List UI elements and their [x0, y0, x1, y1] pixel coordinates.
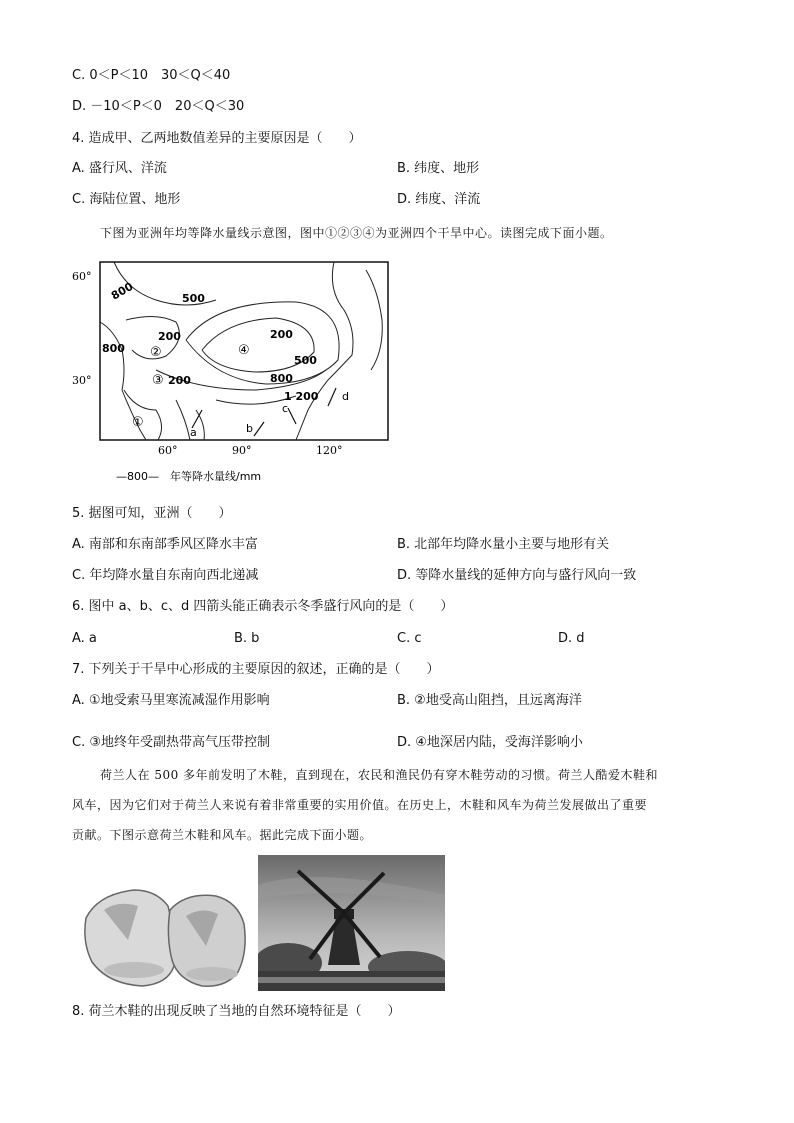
lon-60-label: 60°: [158, 444, 178, 457]
q6-option-a: A. a: [72, 631, 97, 646]
q7-stem: 7. 下列关于干旱中心形成的主要原因的叙述，正确的是（ ）: [72, 662, 440, 677]
q3-option-c: C. 0＜P＜10 30＜Q＜40: [72, 68, 231, 83]
q4-option-a: A. 盛行风、洋流: [72, 161, 167, 176]
iso-label-200a: 200: [158, 330, 181, 343]
q7-option-c: C. ③地终年受副热带高气压带控制: [72, 735, 270, 750]
q3-option-d: D. －10＜P＜0 20＜Q＜30: [72, 99, 245, 114]
drought-center-2: ②: [150, 345, 162, 360]
iso-label-800a: 800: [109, 279, 136, 303]
q6-option-d: D. d: [558, 631, 585, 646]
q4-stem: 4. 造成甲、乙两地数值差异的主要原因是（ ）: [72, 131, 362, 146]
drought-center-3: ③: [152, 373, 164, 388]
q5-option-d: D. 等降水量线的延伸方向与盛行风向一致: [397, 568, 637, 583]
dutch-clogs-image: [78, 866, 250, 990]
q6-option-b: B. b: [234, 631, 260, 646]
map-legend: —800— 年等降水量线/mm: [116, 470, 262, 483]
lon-120-label: 120°: [316, 444, 343, 457]
clogs-intro-line-1: 荷兰人在 500 多年前发明了木鞋，直到现在，农民和渔民仍有穿木鞋劳动的习惯。荷兰人酷爱木鞋和: [100, 768, 659, 782]
q5-stem: 5. 据图可知，亚洲（ ）: [72, 506, 232, 521]
windmill-image: [258, 855, 445, 991]
lat-30-label: 30°: [72, 374, 92, 387]
q5-option-c: C. 年均降水量自东南向西北递减: [72, 568, 259, 583]
map-intro: 下图为亚洲年均等降水量线示意图，图中①②③④为亚洲四个干旱中心。读图完成下面小题。: [100, 226, 613, 240]
clogs-intro-line-2: 风车，因为它们对于荷兰人来说有着非常重要的实用价值。在历史上，木鞋和风车为荷兰发展做出了重要: [72, 798, 648, 812]
clogs-intro-line-3: 贡献。下图示意荷兰木鞋和风车。据此完成下面小题。: [72, 828, 373, 842]
q6-stem: 6. 图中 a、b、c、d 四箭头能正确表示冬季盛行风向的是（ ）: [72, 599, 454, 614]
iso-label-200b: 200: [270, 328, 293, 341]
q7-option-a: A. ①地受索马里寒流减湿作用影响: [72, 693, 270, 708]
iso-label-1200: 1 200: [284, 390, 319, 403]
arrow-a-label: a: [190, 426, 197, 439]
arrow-d-label: d: [342, 390, 349, 403]
iso-label-500a: 500: [182, 292, 205, 305]
q4-option-c: C. 海陆位置、地形: [72, 192, 181, 207]
q5-option-b: B. 北部年均降水量小主要与地形有关: [397, 537, 610, 552]
drought-center-4: ④: [238, 343, 250, 358]
iso-label-800c: 800: [270, 372, 293, 385]
drought-center-1: ①: [132, 415, 144, 430]
lat-60-label: 60°: [72, 270, 92, 283]
iso-label-800b: 800: [102, 342, 125, 355]
q7-option-b: B. ②地受高山阻挡，且远离海洋: [397, 693, 582, 708]
q7-option-d: D. ④地深居内陆，受海洋影响小: [397, 735, 583, 750]
iso-label-200c: 200: [168, 374, 191, 387]
q5-option-a: A. 南部和东南部季风区降水丰富: [72, 537, 258, 552]
q8-stem: 8. 荷兰木鞋的出现反映了当地的自然环境特征是（ ）: [72, 1004, 401, 1019]
q4-option-b: B. 纬度、地形: [397, 161, 480, 176]
arrow-b-label: b: [246, 422, 253, 435]
q4-option-d: D. 纬度、洋流: [397, 192, 481, 207]
q6-option-c: C. c: [397, 631, 422, 646]
asia-precipitation-map: [66, 260, 396, 490]
iso-label-500b: 500: [294, 354, 317, 367]
lon-90-label: 90°: [232, 444, 252, 457]
arrow-c-label: c: [282, 402, 289, 415]
